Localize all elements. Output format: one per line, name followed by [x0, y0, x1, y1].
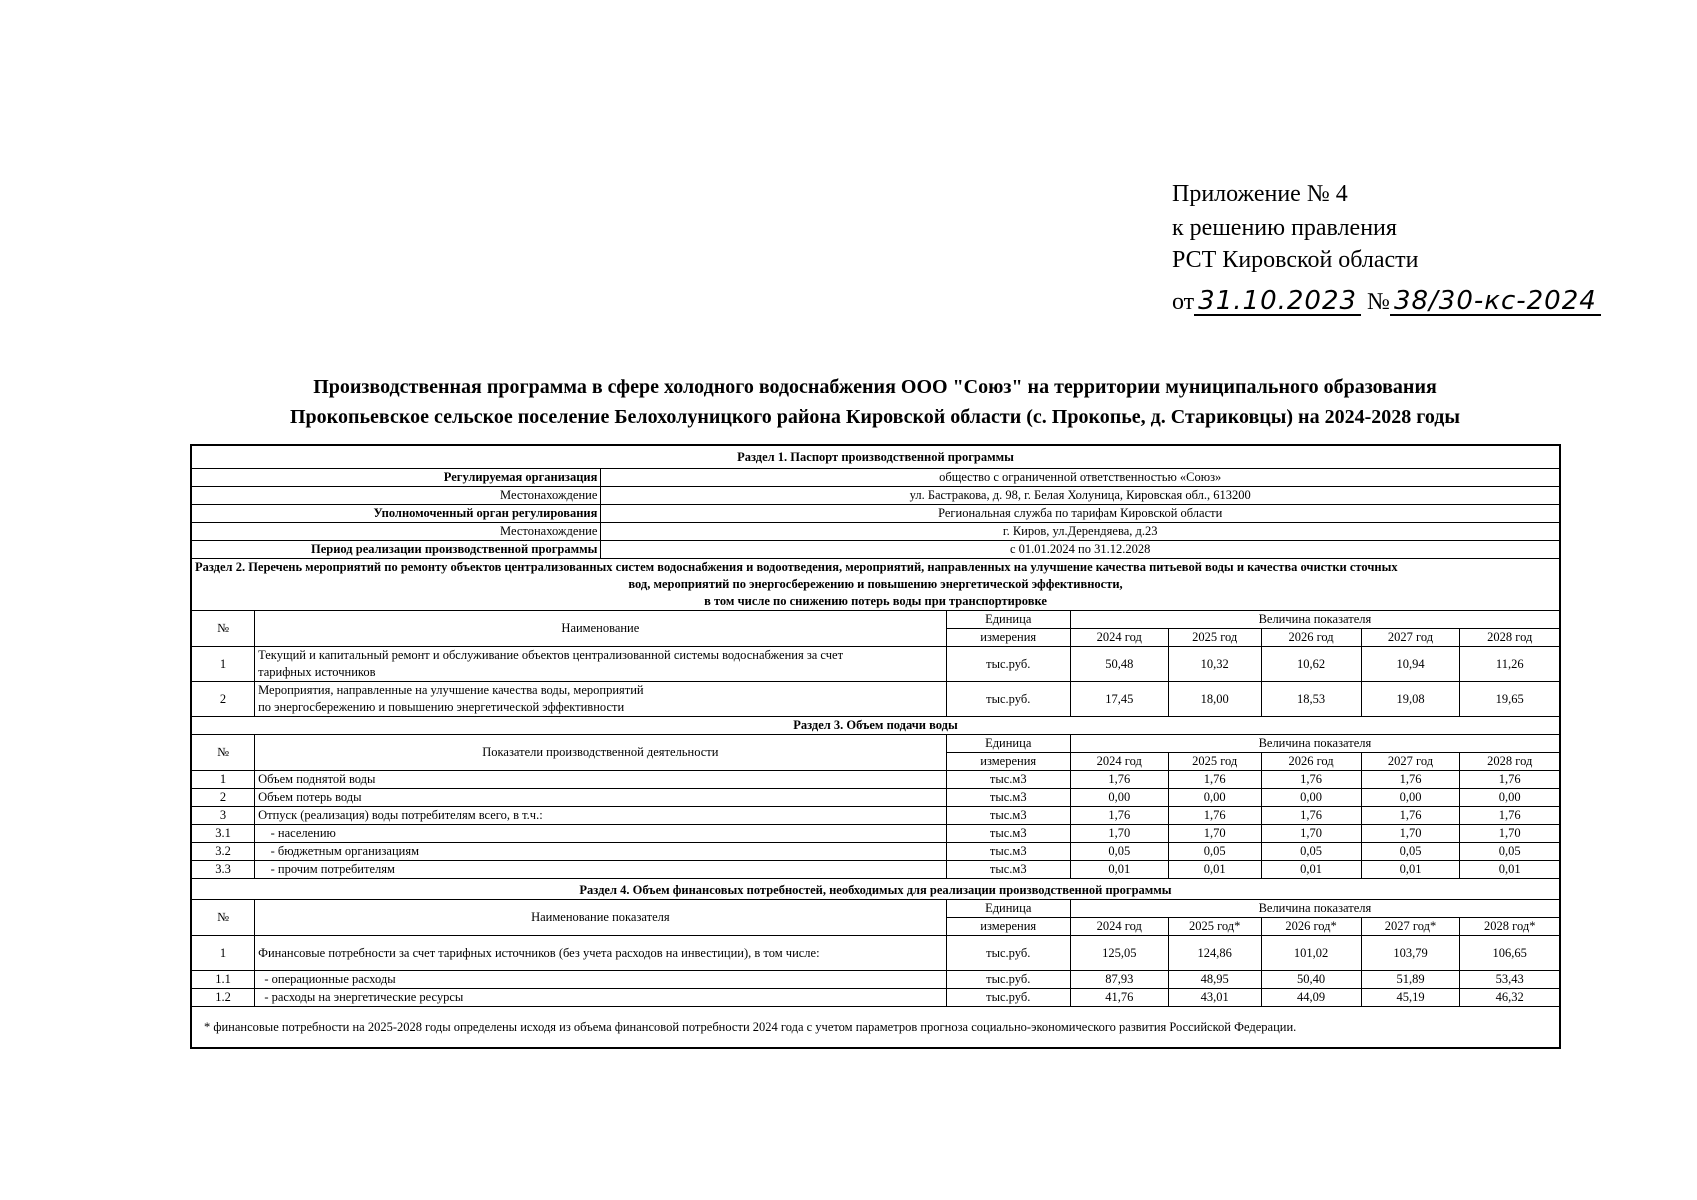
row-number: 1 — [191, 647, 255, 682]
year-header: 2025 год — [1168, 753, 1261, 771]
row-value: 1,76 — [1261, 771, 1361, 789]
row-value: 0,00 — [1168, 789, 1261, 807]
row-value: 10,32 — [1168, 647, 1261, 682]
table-row — [191, 771, 1560, 789]
table-row — [191, 825, 1560, 843]
row-value: 0,00 — [1460, 789, 1560, 807]
col-value-header: Величина показателя — [1070, 611, 1560, 629]
section2-heading-line-2: вод, мероприятий по энергосбережению и повышению энергетической эффективности, — [628, 577, 1123, 591]
row-number: 3 — [191, 807, 255, 825]
row-value: 1,76 — [1460, 807, 1560, 825]
row-unit: тыс.руб. — [946, 682, 1070, 717]
year-header: 2027 год — [1361, 629, 1460, 647]
section2-header-row — [191, 611, 1560, 629]
section3-heading: Раздел 3. Объем подачи воды — [191, 717, 1560, 735]
table-row — [191, 789, 1560, 807]
row-value: 1,76 — [1361, 807, 1460, 825]
row-number: 3.2 — [191, 843, 255, 861]
table-row — [191, 936, 1560, 971]
row-value: 1,76 — [1168, 807, 1261, 825]
row-value: 0,01 — [1168, 861, 1261, 879]
program-table — [190, 444, 1561, 1049]
passport-value: с 01.01.2024 по 31.12.2028 — [601, 541, 1560, 559]
row-value: 50,40 — [1261, 971, 1361, 989]
row-value: 10,62 — [1261, 647, 1361, 682]
row-value: 1,70 — [1168, 825, 1261, 843]
title-line-1: Производственная программа в сфере холодного водоснабжения ООО "Союз" на территории муниципального образования — [313, 376, 1437, 398]
section2-heading-line-1: Раздел 2. Перечень мероприятий по ремонту объектов централизованных систем водоснабжения и водоотведения, мероприятий, направленных на улучшение качества питьевой воды и качества очистки сточных — [195, 560, 1398, 574]
passport-row — [191, 469, 1560, 487]
footnote: * финансовые потребности на 2025-2028 годы определены исходя из объема финансовой потребности 2024 года с учетом параметров прогноза социально-экономического развития Российской Федерации. — [191, 1007, 1560, 1049]
col-number-header: № — [191, 900, 255, 936]
col-unit-header: Единица — [946, 900, 1070, 918]
col-unit-header-2: измерения — [946, 629, 1070, 647]
passport-row — [191, 505, 1560, 523]
year-header: 2028 год — [1460, 629, 1560, 647]
row-value: 1,76 — [1070, 807, 1168, 825]
row-value: 11,26 — [1460, 647, 1560, 682]
decision-reference: к решению правления — [1172, 215, 1397, 241]
row-value: 19,65 — [1460, 682, 1560, 717]
section2-heading — [191, 559, 1560, 611]
year-header: 2028 год* — [1460, 918, 1560, 936]
passport-label: Регулируемая организация — [191, 469, 601, 487]
col-unit-header-2: измерения — [946, 918, 1070, 936]
from-prefix: от — [1172, 289, 1195, 315]
row-value: 18,53 — [1261, 682, 1361, 717]
row-value: 101,02 — [1261, 936, 1361, 971]
row-name: - прочим потребителям — [255, 861, 947, 879]
row-value: 0,00 — [1070, 789, 1168, 807]
year-header: 2028 год — [1460, 753, 1560, 771]
row-name-line-2: тарифных источников — [258, 665, 376, 679]
footnote-row — [191, 1007, 1560, 1049]
table-row — [191, 861, 1560, 879]
passport-label: Местонахождение — [191, 523, 601, 541]
row-value: 0,00 — [1361, 789, 1460, 807]
row-value: 50,48 — [1070, 647, 1168, 682]
row-value: 124,86 — [1168, 936, 1261, 971]
table-row — [191, 682, 1560, 717]
row-number: 1 — [191, 936, 255, 971]
row-value: 1,76 — [1261, 807, 1361, 825]
row-name: - бюджетным организациям — [255, 843, 947, 861]
col-unit-header: Единица — [946, 611, 1070, 629]
col-name-header: Показатели производственной деятельности — [255, 735, 947, 771]
row-number: 3.1 — [191, 825, 255, 843]
row-unit: тыс.м3 — [946, 771, 1070, 789]
row-value: 0,05 — [1261, 843, 1361, 861]
row-value: 1,76 — [1168, 771, 1261, 789]
section1-heading-row — [191, 445, 1560, 469]
row-unit: тыс.м3 — [946, 789, 1070, 807]
section4-heading: Раздел 4. Объем финансовых потребностей, необходимых для реализации производственной программы — [191, 879, 1560, 900]
col-number-header: № — [191, 611, 255, 647]
row-number: 3.3 — [191, 861, 255, 879]
col-value-header: Величина показателя — [1070, 900, 1560, 918]
passport-label: Период реализации производственной программы — [191, 541, 601, 559]
row-value: 0,05 — [1460, 843, 1560, 861]
issuing-body: РСТ Кировской области — [1172, 247, 1419, 273]
passport-value: ул. Бастракова, д. 98, г. Белая Холуница, Кировская обл., 613200 — [601, 487, 1560, 505]
year-header: 2024 год — [1070, 918, 1168, 936]
row-unit: тыс.руб. — [946, 936, 1070, 971]
approval-block — [1172, 178, 1601, 318]
section2-heading-line-3: в том числе по снижению потерь воды при транспортировке — [704, 594, 1047, 608]
table-row — [191, 647, 1560, 682]
decision-date: 31.10.2023 — [1194, 288, 1361, 316]
row-unit: тыс.м3 — [946, 807, 1070, 825]
row-number: 2 — [191, 682, 255, 717]
year-header: 2024 год — [1070, 753, 1168, 771]
title-line-2: Прокопьевское сельское поселение Белохолуницкого района Кировской области (с. Прокопье, д. Стариковцы) на 2024-2028 годы — [290, 406, 1460, 428]
row-name: Объем поднятой воды — [255, 771, 947, 789]
row-value: 1,70 — [1261, 825, 1361, 843]
row-value: 44,09 — [1261, 989, 1361, 1007]
row-value: 1,76 — [1460, 771, 1560, 789]
row-value: 17,45 — [1070, 682, 1168, 717]
row-name: - расходы на энергетические ресурсы — [255, 989, 947, 1007]
row-number: 1 — [191, 771, 255, 789]
row-unit: тыс.руб. — [946, 971, 1070, 989]
year-header: 2027 год* — [1361, 918, 1460, 936]
row-unit: тыс.руб. — [946, 989, 1070, 1007]
row-name-line-1: Текущий и капитальный ремонт и обслуживание объектов централизованной системы водоснабжения за счет — [258, 648, 844, 662]
row-unit: тыс.м3 — [946, 825, 1070, 843]
row-number: 2 — [191, 789, 255, 807]
row-value: 45,19 — [1361, 989, 1460, 1007]
row-value: 0,01 — [1361, 861, 1460, 879]
row-unit: тыс.м3 — [946, 843, 1070, 861]
row-value: 103,79 — [1361, 936, 1460, 971]
row-name: - операционные расходы — [255, 971, 947, 989]
row-value: 106,65 — [1460, 936, 1560, 971]
row-value: 0,05 — [1168, 843, 1261, 861]
row-value: 51,89 — [1361, 971, 1460, 989]
year-header: 2026 год — [1261, 629, 1361, 647]
decision-number: 38/30-кс-2024 — [1390, 288, 1601, 316]
row-name-line-2: по энергосбережению и повышению энергетической эффективности — [258, 700, 625, 714]
section1-heading: Раздел 1. Паспорт производственной программы — [191, 445, 1560, 469]
col-number-header: № — [191, 735, 255, 771]
passport-value: общество с ограниченной ответственностью «Союз» — [601, 469, 1560, 487]
appendix-number: Приложение № 4 — [1172, 181, 1348, 207]
passport-label: Местонахождение — [191, 487, 601, 505]
passport-value: г. Киров, ул.Дерендяева, д.23 — [601, 523, 1560, 541]
row-value: 43,01 — [1168, 989, 1261, 1007]
row-value: 0,01 — [1460, 861, 1560, 879]
section2-heading-row — [191, 559, 1560, 611]
row-value: 46,32 — [1460, 989, 1560, 1007]
year-header: 2026 год — [1261, 753, 1361, 771]
row-value: 0,01 — [1261, 861, 1361, 879]
row-value: 0,01 — [1070, 861, 1168, 879]
row-value: 1,70 — [1460, 825, 1560, 843]
year-header: 2026 год* — [1261, 918, 1361, 936]
passport-row — [191, 523, 1560, 541]
row-value: 87,93 — [1070, 971, 1168, 989]
row-value: 0,05 — [1070, 843, 1168, 861]
document-title — [190, 372, 1560, 432]
row-value: 18,00 — [1168, 682, 1261, 717]
col-unit-header: Единица — [946, 735, 1070, 753]
passport-row — [191, 487, 1560, 505]
row-name: Финансовые потребности за счет тарифных источников (без учета расходов на инвестиции), в том числе: — [255, 936, 947, 971]
col-value-header: Величина показателя — [1070, 735, 1560, 753]
row-name — [255, 682, 947, 717]
passport-value: Региональная служба по тарифам Кировской области — [601, 505, 1560, 523]
year-header: 2027 год — [1361, 753, 1460, 771]
table-row — [191, 989, 1560, 1007]
row-value: 1,76 — [1361, 771, 1460, 789]
year-header: 2025 год — [1168, 629, 1261, 647]
row-value: 1,70 — [1070, 825, 1168, 843]
row-value: 1,70 — [1361, 825, 1460, 843]
section3-header-row — [191, 735, 1560, 753]
number-prefix: № — [1367, 289, 1390, 315]
row-value: 0,00 — [1261, 789, 1361, 807]
row-name-line-1: Мероприятия, направленные на улучшение качества воды, мероприятий — [258, 683, 644, 697]
row-name — [255, 647, 947, 682]
row-unit: тыс.м3 — [946, 861, 1070, 879]
row-value: 0,05 — [1361, 843, 1460, 861]
row-number: 1.1 — [191, 971, 255, 989]
passport-label: Уполномоченный орган регулирования — [191, 505, 601, 523]
section3-heading-row — [191, 717, 1560, 735]
row-value: 19,08 — [1361, 682, 1460, 717]
row-value: 53,43 — [1460, 971, 1560, 989]
row-unit: тыс.руб. — [946, 647, 1070, 682]
row-name: Объем потерь воды — [255, 789, 947, 807]
program-table-wrapper — [190, 444, 1561, 1049]
row-value: 48,95 — [1168, 971, 1261, 989]
section4-heading-row — [191, 879, 1560, 900]
col-name-header: Наименование — [255, 611, 947, 647]
col-name-header: Наименование показателя — [255, 900, 947, 936]
row-name: Отпуск (реализация) воды потребителям всего, в т.ч.: — [255, 807, 947, 825]
row-value: 1,76 — [1070, 771, 1168, 789]
row-number: 1.2 — [191, 989, 255, 1007]
row-name: - населению — [255, 825, 947, 843]
table-row — [191, 843, 1560, 861]
year-header: 2025 год* — [1168, 918, 1261, 936]
year-header: 2024 год — [1070, 629, 1168, 647]
table-row — [191, 971, 1560, 989]
row-value: 125,05 — [1070, 936, 1168, 971]
col-unit-header-2: измерения — [946, 753, 1070, 771]
decision-date-number — [1172, 286, 1601, 318]
table-row — [191, 807, 1560, 825]
section4-header-row — [191, 900, 1560, 918]
row-value: 41,76 — [1070, 989, 1168, 1007]
passport-row — [191, 541, 1560, 559]
row-value: 10,94 — [1361, 647, 1460, 682]
